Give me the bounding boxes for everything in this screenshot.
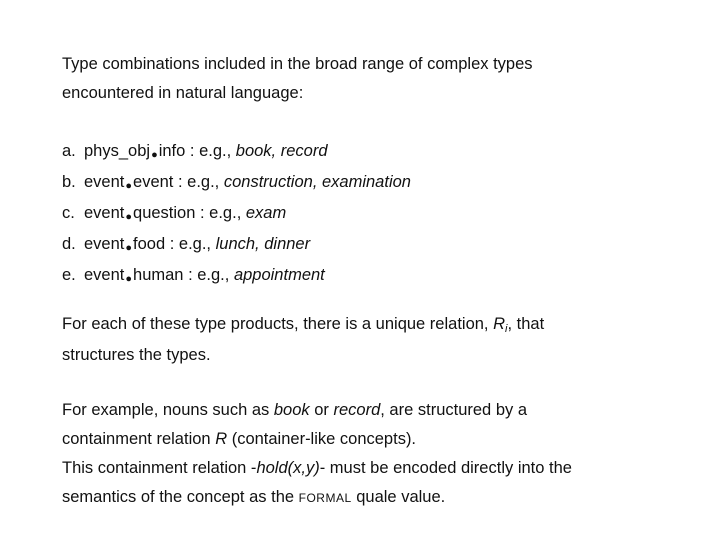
item-examples: appointment (233, 266, 325, 284)
relation-paragraph (62, 310, 662, 370)
text-segment: or (309, 401, 334, 419)
relation-symbol: R (215, 430, 228, 448)
type-combination-list (62, 137, 662, 292)
text-segment: , that (507, 315, 545, 333)
bullet-dot-icon: ● (125, 211, 133, 223)
type-left: phys_obj (84, 142, 151, 160)
intro-paragraph (62, 50, 662, 108)
type-right: human (133, 266, 184, 284)
item-letter: d. (62, 235, 76, 253)
item-eg: : e.g., (185, 142, 236, 160)
example-line-3 (62, 454, 662, 483)
item-examples: book, record (235, 142, 328, 160)
item-letter: a. (62, 142, 76, 160)
item-examples: lunch, dinner (215, 235, 311, 253)
type-right: food (133, 235, 166, 253)
list-item (62, 230, 662, 261)
list-item (62, 168, 662, 199)
intro-line-1: Type combinations included in the broad range of complex types (62, 55, 533, 73)
text-segment: semantics of the concept as the (62, 488, 299, 506)
example-paragraph (62, 396, 662, 513)
item-letter: e. (62, 266, 76, 284)
list-item (62, 199, 662, 230)
intro-line-2: encountered in natural language: (62, 84, 304, 102)
relation-line-1 (62, 310, 662, 341)
item-eg: : e.g., (183, 266, 234, 284)
type-right: question (133, 204, 196, 222)
text-segment: quale value. (351, 488, 446, 506)
relation-symbol: R (493, 315, 506, 333)
list-item (62, 261, 662, 292)
type-left: event (84, 173, 125, 191)
item-eg: : e.g., (165, 235, 216, 253)
text-segment: containment relation (62, 430, 216, 448)
type-left: event (84, 266, 125, 284)
relation-subscript: i (505, 323, 508, 335)
bullet-dot-icon: ● (151, 149, 158, 161)
item-eg: : e.g., (195, 204, 246, 222)
example-line-1 (62, 396, 662, 425)
item-examples: exam (245, 204, 287, 222)
hold-relation: hold(x,y) (256, 459, 320, 477)
item-letter: c. (62, 204, 75, 222)
text-segment: (container-like concepts). (227, 430, 417, 448)
text-segment: , are structured by a (380, 401, 528, 419)
relation-line-2: structures the types. (62, 346, 211, 364)
example-word: record (333, 401, 381, 419)
example-line-4 (62, 483, 662, 513)
text-segment: For each of these type products, there is a unique relation, (62, 315, 494, 333)
bullet-dot-icon: ● (125, 242, 133, 254)
item-letter: b. (62, 173, 76, 191)
example-line-2 (62, 425, 662, 454)
example-word: book (273, 401, 310, 419)
text-segment: For example, nouns such as (62, 401, 274, 419)
list-item (62, 137, 662, 168)
bullet-dot-icon: ● (125, 180, 133, 192)
type-left: event (84, 204, 125, 222)
type-left: event (84, 235, 125, 253)
text-segment: - must be encoded directly into the (319, 459, 572, 477)
item-eg: : e.g., (173, 173, 224, 191)
type-right: event (133, 173, 174, 191)
formal-quale-label: FORMAL (298, 491, 352, 505)
bullet-dot-icon: ● (125, 273, 133, 285)
type-right: info (158, 142, 186, 160)
text-segment: This containment relation - (62, 459, 257, 477)
item-examples: construction, examination (223, 173, 411, 191)
